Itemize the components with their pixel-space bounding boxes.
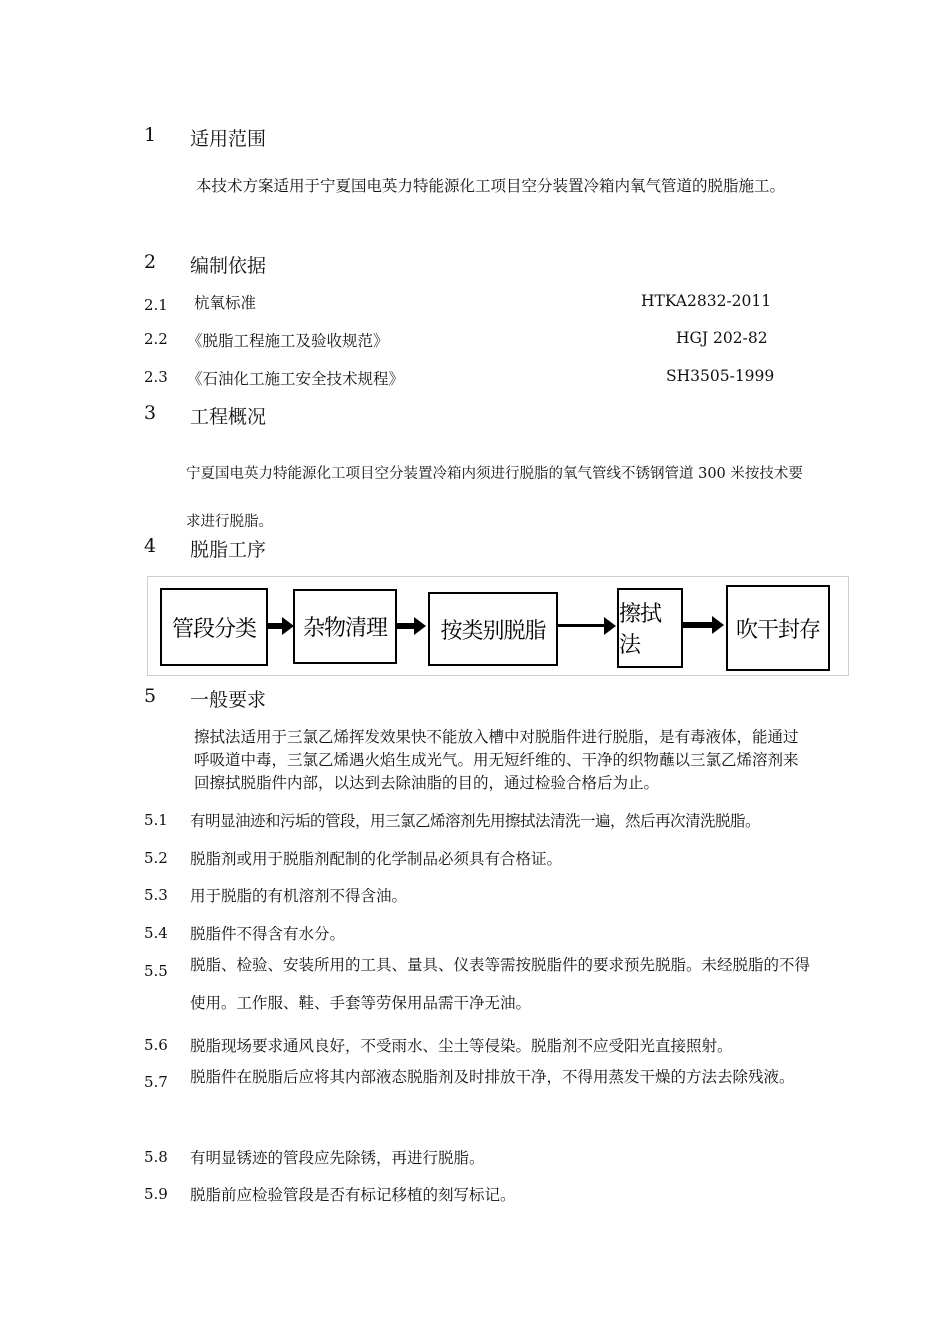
- arrow-right-icon: [396, 623, 416, 629]
- requirement-text: 脱脂、检验、安装所用的工具、量具、仪表等需按脱脂件的要求预先脱脂。未经脱脂的不得使用。工作服、鞋、手套等劳保用品需干净无油。: [190, 956, 811, 1012]
- requirement-text: 脱脂件在脱脂后应将其内部液态脱脂剂及时排放干净，不得用蒸发干燥的方法去除残液。: [190, 1068, 795, 1086]
- requirement-text: 脱脂剂或用于脱脂剂配制的化学制品必须具有合格证。: [190, 850, 563, 868]
- section-1-title: 适用范围: [190, 128, 267, 150]
- requirement-text: 脱脂现场要求通风良好，不受雨水、尘土等侵染。脱脂剂不应受阳光直接照射。: [190, 1037, 733, 1055]
- requirement-number: 5.1: [144, 811, 168, 829]
- requirement-number: 5.8: [144, 1148, 168, 1166]
- section-2-title: 编制依据: [190, 255, 267, 277]
- overview-paragraph: 宁夏国电英力特能源化工项目空分装置冷箱内须进行脱脂的氧气管线不锈钢管道 300 米按技术要求进行脱脂。: [186, 466, 803, 530]
- process-step-box: 杂物清理: [293, 589, 397, 664]
- requirement-number: 5.3: [144, 886, 168, 904]
- arrow-right-icon: [556, 624, 606, 627]
- section-4-title: 脱脂工序: [190, 539, 267, 561]
- basis-name: 《脱脂工程施工及验收规范》: [187, 332, 389, 350]
- section-3-number: 3: [144, 402, 157, 424]
- process-step-box: 吹干封存: [726, 585, 830, 671]
- process-step-box: 按类别脱脂: [428, 592, 558, 666]
- basis-name: 《石油化工施工安全技术规程》: [187, 370, 405, 388]
- arrow-right-icon: [266, 623, 284, 629]
- requirement-number: 5.2: [144, 849, 168, 867]
- requirement-text: 脱脂前应检验管段是否有标记移植的刻写标记。: [190, 1186, 516, 1204]
- section-3-title: 工程概况: [190, 406, 267, 428]
- requirement-number: 5.7: [144, 1073, 168, 1091]
- general-intro-paragraph: 擦拭法适用于三氯乙烯挥发效果快不能放入槽中对脱脂件进行脱脂，是有毒液体，能通过呼吸道中毒，三氯乙烯遇火焰生成光气。用无短纤维的、干净的织物蘸以三氯乙烯溶剂来回擦拭脱脂件内部，以达到去除油脂的目的，通过检验合格后为止。: [194, 728, 799, 792]
- requirement-number: 5.9: [144, 1185, 168, 1203]
- section-4-number: 4: [144, 535, 157, 557]
- basis-number: 2.2: [144, 330, 168, 348]
- arrow-right-icon: [682, 622, 714, 628]
- basis-number: 2.1: [144, 296, 168, 314]
- process-step-box: 管段分类: [160, 588, 268, 666]
- section-1-number: 1: [144, 124, 157, 146]
- process-flowchart: [147, 576, 849, 676]
- section-5-number: 5: [144, 685, 157, 707]
- requirement-number: 5.5: [144, 962, 168, 980]
- requirement-text: 用于脱脂的有机溶剂不得含油。: [190, 887, 408, 905]
- requirement-number: 5.6: [144, 1036, 168, 1054]
- basis-code: HTKA2832-2011: [641, 292, 772, 310]
- basis-code: HGJ 202-82: [676, 329, 768, 347]
- basis-code: SH3505-1999: [666, 367, 775, 385]
- requirement-number: 5.4: [144, 924, 168, 942]
- requirement-text: 脱脂件不得含有水分。: [190, 925, 346, 943]
- requirement-text: 有明显锈迹的管段应先除锈，再进行脱脂。: [190, 1149, 485, 1167]
- basis-name: 杭氧标准: [194, 294, 257, 312]
- requirement-text: 有明显油迹和污垢的管段，用三氯乙烯溶剂先用擦拭法清洗一遍，然后再次清洗脱脂。: [190, 812, 761, 830]
- process-step-box: 擦拭法: [617, 588, 683, 668]
- scope-paragraph: 本技术方案适用于宁夏国电英力特能源化工项目空分装置冷箱内氧气管道的脱脂施工。: [196, 177, 786, 195]
- section-2-number: 2: [144, 251, 157, 273]
- basis-number: 2.3: [144, 368, 168, 386]
- section-5-title: 一般要求: [190, 689, 267, 711]
